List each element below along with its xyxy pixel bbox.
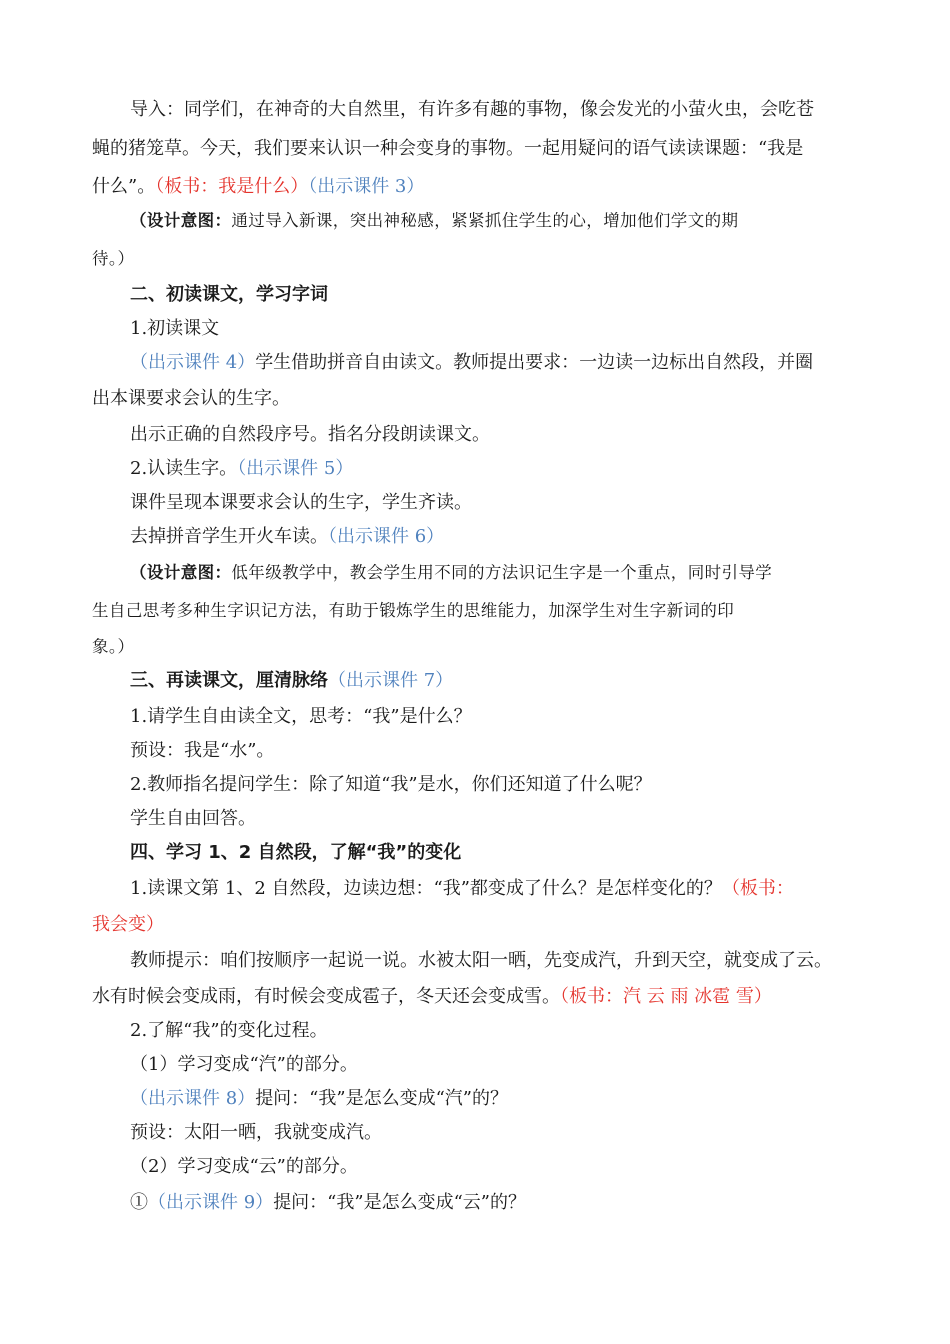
section-heading-2: 二、初读课文，学习字词 <box>130 284 328 305</box>
text-line: （出示课件 4）学生借助拼音自由读文。教师提出要求：一边读一边标出自然段，并圈 <box>130 352 814 373</box>
text-line: 预设：太阳一晒，我就变成汽。 <box>130 1122 382 1143</box>
text-line: 去掉拼音学生开火车读。（出示课件 6） <box>130 526 445 547</box>
design-intent-line: 象。） <box>92 637 135 656</box>
text-line: 预设：我是“水”。 <box>130 740 275 761</box>
text-line: 1.初读课文 <box>130 318 220 339</box>
text-line: 学生自由回答。 <box>130 808 256 829</box>
courseware-note: （出示课件 9） <box>148 1192 274 1213</box>
text-line: （出示课件 8）提问：“我”是怎么变成“汽”的？ <box>130 1088 508 1109</box>
text-line: （2）学习变成“云”的部分。 <box>130 1156 358 1177</box>
text-line: 出本课要求会认的生字。 <box>92 388 290 409</box>
courseware-note: （出示课件 4） <box>130 352 256 373</box>
text-line: 2.教师指名提问学生：除了知道“我”是水，你们还知道了什么呢？ <box>130 774 652 795</box>
section-heading-4: 四、学习 1、2 自然段，了解“我”的变化 <box>130 842 462 863</box>
text-line: （1）学习变成“汽”的部分。 <box>130 1054 358 1075</box>
design-intent-line: （设计意图：通过导入新课，突出神秘感，紧紧抓住学生的心，增加他们学文的期 <box>130 211 739 230</box>
courseware-note: （出示课件 5） <box>237 458 354 479</box>
design-intent-line: 待。） <box>92 249 135 268</box>
courseware-note: （出示课件 8） <box>130 1088 256 1109</box>
text-line: 1.请学生自由读全文，思考：“我”是什么？ <box>130 706 472 727</box>
text-line: ①（出示课件 9）提问：“我”是怎么变成“云”的？ <box>130 1192 526 1213</box>
courseware-note: （出示课件 7） <box>328 670 454 691</box>
text-line: 出示正确的自然段序号。指名分段朗读课文。 <box>130 424 490 445</box>
design-intent-line: （设计意图：低年级教学中，教会学生用不同的方法识记生字是一个重点，同时引导学 <box>130 563 773 582</box>
text-line: 1.读课文第 1、2 自然段，边读边想：“我”都变成了什么？是怎样变化的？（板书： <box>130 878 794 899</box>
paragraph-intro-line: 什么”。（板书：我是什么）（出示课件 3） <box>92 176 425 197</box>
text-line: 教师提示：咱们按顺序一起说一说。水被太阳一晒，先变成汽，升到天空，就变成了云。 <box>130 950 832 971</box>
text-line: 2.了解“我”的变化过程。 <box>130 1020 328 1041</box>
courseware-note: （出示课件 6） <box>328 526 445 547</box>
board-note: （板书：汽 云 雨 冰雹 雪） <box>560 986 772 1007</box>
text-line: 水有时候会变成雨，有时候会变成雹子，冬天还会变成雪。（板书：汽 云 雨 冰雹 雪） <box>92 986 772 1007</box>
board-note: 我会变） <box>92 914 164 935</box>
text-line: 课件呈现本课要求会认的生字，学生齐读。 <box>130 492 472 513</box>
paragraph-intro-line: 蝇的猪笼草。今天，我们要来认识一种会变身的事物。一起用疑问的语气读读课题：“我是 <box>92 138 804 159</box>
text-line <box>92 912 164 938</box>
design-intent-line: 生自己思考多种生字识记方法，有助于锻炼学生的思维能力，加深学生对生字新词的印 <box>92 601 735 620</box>
board-note: （板书：我是什么） <box>155 176 309 197</box>
paragraph-intro-line: 导入：同学们，在神奇的大自然里，有许多有趣的事物，像会发光的小萤火虫，会吃苍 <box>130 99 814 120</box>
courseware-note: （出示课件 3） <box>308 176 425 197</box>
board-note: （板书： <box>721 878 794 899</box>
text-line: 2.认读生字。（出示课件 5） <box>130 458 354 479</box>
section-heading-3: 三、再读课文，厘清脉络（出示课件 7） <box>130 670 454 691</box>
